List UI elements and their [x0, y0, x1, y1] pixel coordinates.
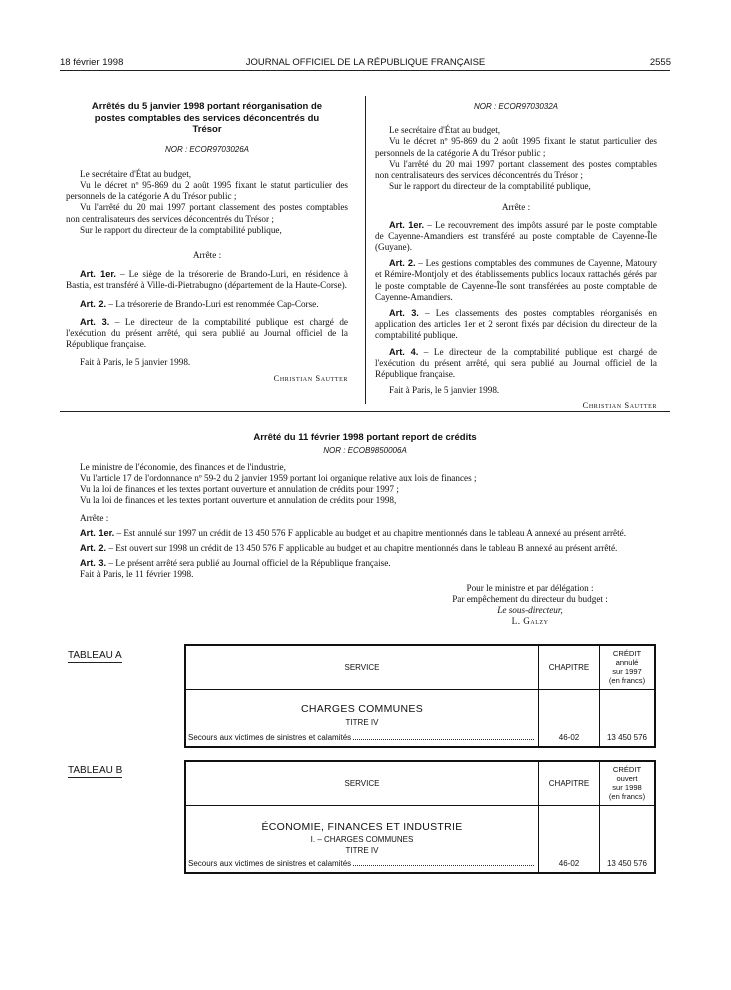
- right-art4-label: Art. 4.: [389, 346, 419, 357]
- left-title: Arrêtés du 5 janvier 1998 portant réorganisation de postes comptables des services déconcentrés du Trésor: [91, 101, 323, 135]
- credits-sign-2: Le sous-directeur,: [497, 604, 563, 615]
- tableau-b-header-service: SERVICE: [185, 761, 539, 805]
- credits-intro-0: Le ministre de l'économie, des finances et de l'industrie,: [80, 461, 286, 472]
- tableau-b-row-credit: 13 450 576: [600, 805, 656, 873]
- credits-art3-label: Art. 3.: [80, 558, 107, 569]
- tableau-b-body: [185, 805, 539, 873]
- tableau-b-credit-h0: CRÉDIT: [612, 765, 642, 775]
- right-art3-label: Art. 3.: [389, 308, 419, 319]
- right-arrete: Arrête :: [501, 202, 531, 213]
- left-intro-2: Vu l'arrêté du 20 mai 1997 portant classement des postes comptables non centralisateurs des services déconcentrés du Trésor ;: [66, 202, 348, 224]
- left-signature: Christian Sautter: [273, 372, 348, 383]
- left-arrete: Arrête :: [192, 249, 222, 260]
- credits-sign-3: L. Galzy: [511, 616, 549, 627]
- right-intro-3: Sur le rapport du directeur de la comptabilité publique,: [389, 181, 591, 192]
- right-art3-text: – Les classements des postes comptables réorganisés en application des articles 1er et 2 seront fixés par décision du directeur de la comptabilité publique.: [375, 308, 657, 341]
- credits-arrete: Arrête :: [80, 512, 109, 523]
- left-nor: NOR : ECOR9703026A: [164, 144, 250, 154]
- left-art3-text: – Le directeur de la comptabilité publique est chargé de l'exécution du présent arrêté, qui sera publié au Journal officiel de la République française.: [66, 316, 348, 350]
- credits-sign-1: Par empêchement du directeur du budget :: [452, 593, 608, 604]
- right-signature: Christian Sautter: [582, 400, 657, 411]
- right-column: [375, 101, 657, 412]
- tableau-b-heading: ÉCONOMIE, FINANCES ET INDUSTRIE: [261, 821, 463, 833]
- right-art1-text: – Le recouvrement des impôts assuré par le poste comptable de Cayenne-Amandiers est transféré au poste comptable de Cayenne-Île (Guyane).: [375, 219, 658, 253]
- credits-intro-2: Vu la loi de finances et les textes portant ouverture et annulation de crédits pour 1997 ;: [80, 484, 399, 495]
- credits-art2-label: Art. 2.: [80, 542, 107, 553]
- right-art2-text: – Les gestions comptables des communes de Cayenne, Matoury et Rémire-Montjoly et des établissements publics locaux rattachés gérés par le poste comptable de Cayenne-Île sont transférées au poste comptable de Cayenne-Amandiers.: [375, 258, 658, 302]
- left-intro-1: Vu le décret nº 95-869 du 2 août 1995 fixant le statut particulier des personnels de la catégorie A du Trésor public ;: [66, 179, 348, 202]
- tableau-b-row: [186, 859, 538, 868]
- left-art2-text: – La trésorerie de Brando-Luri est renommée Cap-Corse.: [108, 298, 319, 309]
- left-fait: Fait à Paris, le 5 janvier 1998.: [80, 357, 191, 368]
- right-art1-label: Art. 1er.: [389, 219, 425, 230]
- section-rule: [60, 411, 670, 412]
- tableau-a-credit-h2: sur 1997: [612, 667, 642, 677]
- tableau-a-header-chapitre: CHAPITRE: [539, 645, 600, 689]
- right-intro-2: Vu l'arrêté du 20 mai 1997 portant classement des postes comptables non centralisateurs des services déconcentrés du Trésor ;: [375, 158, 657, 181]
- credits-art2-text: – Est ouvert sur 1998 un crédit de 13 450 576 F applicable au budget et au chapitre mentionnés dans le tableau B annexé au présent arrêté.: [108, 542, 618, 553]
- tableau-a-row-chapitre: 46-02: [539, 689, 600, 747]
- credits-section: [66, 432, 664, 627]
- left-art1-text: – Le siège de la trésorerie de Brando-Luri, en résidence à Bastia, est transféré à Ville-di-Pietrabugno (département de la Haute-Corse).: [66, 269, 349, 291]
- right-intro-0: Le secrétaire d'État au budget,: [389, 125, 501, 136]
- left-art1-label: Art. 1er.: [80, 269, 116, 280]
- tableau-b-credit-h3: (en francs): [608, 792, 646, 802]
- tableau-b-header-chapitre: CHAPITRE: [539, 761, 600, 805]
- column-divider: [365, 96, 366, 404]
- credits-art1-label: Art. 1er.: [80, 527, 115, 538]
- tableau-a-header-service: SERVICE: [185, 645, 539, 689]
- credits-sign-0: Pour le ministre et par délégation :: [466, 582, 594, 593]
- left-intro-0: Le secrétaire d'État au budget,: [80, 168, 192, 179]
- credits-fait: Fait à Paris, le 11 février 1998.: [80, 569, 194, 580]
- tableau-b: [184, 760, 656, 874]
- left-art3-label: Art. 3.: [80, 316, 110, 327]
- right-intro-1: Vu le décret nº 95-869 du 2 août 1995 fixant le statut particulier des personnels de la catégorie A du Trésor public ;: [375, 136, 657, 158]
- tableau-b-sub: I. – CHARGES COMMUNES: [310, 835, 414, 844]
- journal-title: JOURNAL OFFICIEL DE LA RÉPUBLIQUE FRANÇAISE: [245, 57, 486, 68]
- tableau-a-body: [185, 689, 539, 747]
- tableau-a: [184, 644, 656, 748]
- tableau-b-header-credit: [600, 761, 656, 805]
- credits-art3-text: – Le présent arrêté sera publié au Journal officiel de la République française.: [108, 558, 391, 569]
- credits-intro-1: Vu l'article 17 de l'ordonnance nº 59-2 du 2 janvier 1959 portant loi organique relative aux lois de finances ;: [80, 472, 477, 483]
- tableau-a-row: [186, 733, 538, 742]
- tableau-a-row-credit: 13 450 576: [600, 689, 656, 747]
- tableau-a-credit-h0: CRÉDIT: [612, 649, 642, 659]
- right-fait: Fait à Paris, le 5 janvier 1998.: [389, 385, 500, 396]
- page-number: 2555: [649, 57, 671, 68]
- tableau-b-credit-h1: ouvert: [616, 774, 638, 784]
- tableau-a-label: TABLEAU A: [68, 650, 122, 661]
- tableau-b-row-chapitre: 46-02: [539, 805, 600, 873]
- credits-title: Arrêté du 11 février 1998 portant report de crédits: [253, 432, 477, 443]
- left-art2-label: Art. 2.: [80, 298, 107, 309]
- tableau-a-credit-h3: (en francs): [608, 676, 646, 686]
- left-intro-3: Sur le rapport du directeur de la comptabilité publique,: [80, 224, 282, 235]
- tableau-a-header-credit: [600, 645, 656, 689]
- credits-intro-3: Vu la loi de finances et les textes portant ouverture et annulation de crédits pour 1998,: [80, 495, 397, 506]
- header-rule: [60, 70, 670, 71]
- tableau-a-titre: TITRE IV: [345, 718, 379, 727]
- tableau-a-credit-h1: annulé: [615, 658, 639, 668]
- tableau-b-credit-h2: sur 1998: [612, 783, 642, 793]
- tableau-a-row-label: Secours aux victimes de sinistres et calamités: [188, 733, 352, 742]
- tableau-b-titre: TITRE IV: [345, 846, 379, 855]
- tableau-a-heading: CHARGES COMMUNES: [300, 703, 424, 715]
- tableau-b-label: TABLEAU B: [68, 765, 123, 776]
- tableau-b-row-label: Secours aux victimes de sinistres et calamités: [188, 859, 352, 868]
- credits-nor: NOR : ECOB9850006A: [323, 445, 407, 455]
- credits-art1-text: – Est annulé sur 1997 un crédit de 13 450 576 F applicable au budget et au chapitre mentionnés dans le tableau A annexé au présent arrêté.: [116, 527, 627, 538]
- right-art2-label: Art. 2.: [389, 258, 416, 269]
- right-nor: NOR : ECOR9703032A: [473, 102, 559, 111]
- left-column: [66, 101, 348, 384]
- header-date: 18 février 1998: [60, 57, 124, 68]
- right-art4-text: – Le directeur de la comptabilité publique est chargé de l'exécution du présent arrêté, qui sera publié au Journal officiel de la République française.: [375, 346, 657, 380]
